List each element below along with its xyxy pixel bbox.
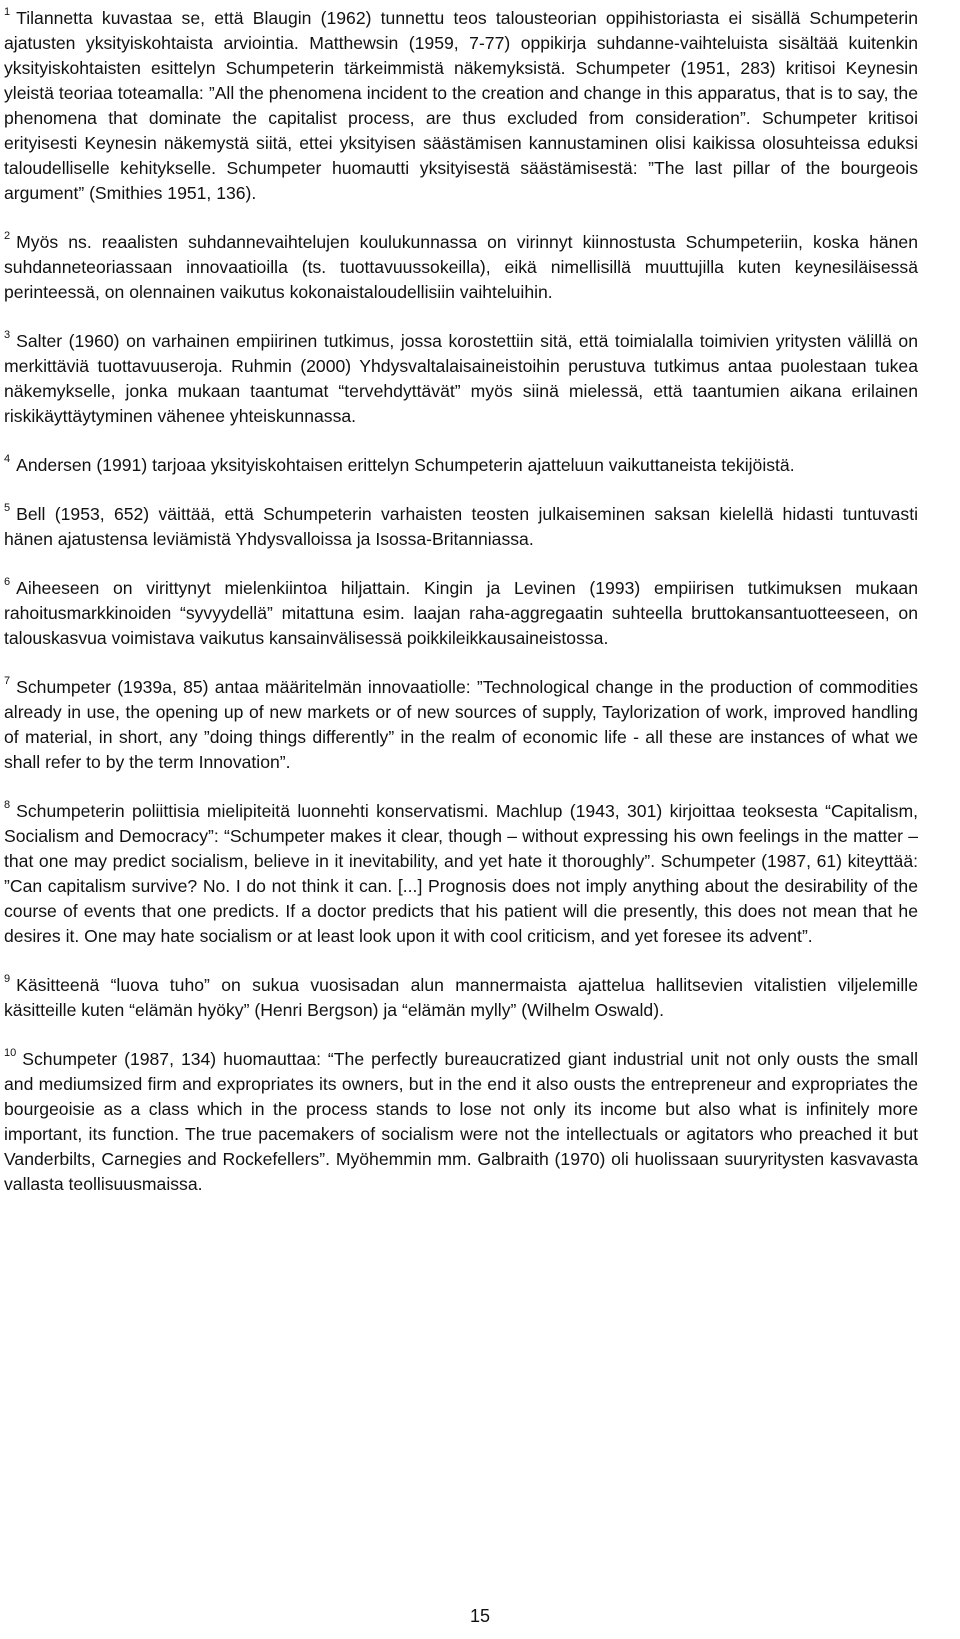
footnote-5 (4, 502, 918, 552)
footnote-number: 5 (4, 502, 11, 515)
footnote-10 (4, 1047, 918, 1197)
footnote-8 (4, 799, 918, 949)
footnote-4 (4, 453, 918, 478)
footnote-text: Myös ns. reaalisten suhdannevaihtelujen koulukunnassa on virinnyt kiinnostusta Schumpeteriin, koska hänen suhdanneteoriassaan innovaatioilla (ts. tuottavuussokeilla), eikä nimellisillä muuttujilla kuten keynesiläisessä perinteessä, on olennainen vaikutus kokonaistaloudellisiin vaihteluihin. (4, 232, 918, 302)
footnote-text: Schumpeter (1939a, 85) antaa määritelmän innovaatiolle: ”Technological change in the production of commodities already in use, the opening up of new markets or of new sources of supply, Taylorization of work, improved handling of material, in short, any ”doing things differently” in the realm of economic life - all these are instances of what we shall refer to by the term Innovation”. (4, 677, 918, 772)
footnote-2 (4, 230, 918, 305)
footnote-text: Schumpeter (1987, 134) huomauttaa: “The perfectly bureaucratized giant industrial unit not only ousts the small and mediumsized firm and expropriates its owners, but in the end it also ousts the entrepreneur and expropriates the bourgeoisie as a class which in the process stands to lose not only its income but also what is infinitely more important, its function. The true pacemakers of socialism were not the intellectuals or agitators who preached it but Vanderbilts, Carnegies and Rockefellers”. Myöhemmin mm. Galbraith (1970) oli huolissaan suuryritysten kasvavasta vallasta teollisuusmaissa. (4, 1049, 918, 1194)
footnote-6 (4, 576, 918, 651)
footnote-number: 7 (4, 675, 11, 688)
footnote-number: 4 (4, 453, 11, 466)
footnote-text: Tilannetta kuvastaa se, että Blaugin (1962) tunnettu teos talousteorian oppihistoriasta ei sisällä Schumpeterin ajatusten yksityiskohtaista arviointia. Matthewsin (1959, 7-77) oppikirja suhdanne-vaihteluista sisältää kuitenkin yksityiskohtaisten esittelyn Schumpeterin tärkeimmistä näkemyksistä. Schumpeter (1951, 283) kritisoi Keynesin yleistä teoriaa toteamalla: ”All the phenomena incident to the creation and change in this apparatus, that is to say, the phenomena that dominate the capitalist process, are thus excluded from consideration”. Schumpeter kritisoi erityisesti Keynesin näkemystä siitä, ettei yksityisen säästämisen kannustaminen olisi kaikissa olosuhteissa eduksi taloudelliselle kehitykselle. Schumpeter huomautti yksityisestä säästämisestä: ”The last pillar of the bourgeois argument” (Smithies 1951, 136). (4, 8, 918, 203)
footnote-number: 8 (4, 799, 11, 812)
footnote-text: Salter (1960) on varhainen empiirinen tutkimus, jossa korostettiin sitä, että toimialalla toimivien yritysten välillä on merkittäviä tuottavuuseroja. Ruhmin (2000) Yhdysvaltalaisaineistoihin perustuva tutkimus antaa puolestaan tukea näkemykselle, jonka mukaan taantumat “tervehdyttävät” myös siinä mielessä, että taantumien aikana erilainen riskikäyttäytyminen vähenee yhteiskunnassa. (4, 331, 918, 426)
footnote-text: Bell (1953, 652) väittää, että Schumpeterin varhaisten teosten julkaiseminen saksan kielellä hidasti tuntuvasti hänen ajatustensa leviämistä Yhdysvalloissa ja Isossa-Britanniassa. (4, 504, 918, 549)
footnotes-section (4, 6, 918, 1221)
footnote-text: Käsitteenä “luova tuho” on sukua vuosisadan alun mannermaista ajattelua hallitsevien vitalistien viljelemille käsitteille kuten “elämän hyöky” (Henri Bergson) ja “elämän mylly” (Wilhelm Oswald). (4, 975, 918, 1020)
footnote-number: 10 (4, 1047, 17, 1060)
footnote-number: 1 (4, 6, 11, 19)
footnote-number: 9 (4, 973, 11, 986)
footnote-1 (4, 6, 918, 206)
page-number: 15 (469, 1606, 491, 1626)
footnote-number: 2 (4, 230, 11, 243)
footnote-text: Aiheeseen on virittynyt mielenkiintoa hiljattain. Kingin ja Levinen (1993) empiirisen tutkimuksen mukaan rahoitusmarkkinoiden “syvyydellä” mitattuna esim. laajan raha-aggregaatin suhteella bruttokansantuotteeseen, on talouskasvua voimistava vaikutus kansainvälisessä poikkileikkausaineistossa. (4, 578, 918, 648)
footnote-text: Schumpeterin poliittisia mielipiteitä luonnehti konservatismi. Machlup (1943, 301) kirjoittaa teoksesta “Capitalism, Socialism and Democracy”: “Schumpeter makes it clear, though – without expressing his own feelings in the matter – that one may predict socialism, believe in it inevitability, and yet hate it thoroughly”. Schumpeter (1987, 61) kiteyttää: ”Can capitalism survive? No. I do not think it can. [...] Prognosis does not imply anything about the desirability of the course of events that one predicts. If a doctor predicts that his patient will die presently, this does not mean that he desires it. One may hate socialism or at least look upon it with cool criticism, and yet foresee its advent”. (4, 801, 918, 946)
footnote-9 (4, 973, 918, 1023)
footnote-3 (4, 329, 918, 429)
footnote-7 (4, 675, 918, 775)
footnote-number: 3 (4, 329, 11, 342)
footnote-number: 6 (4, 576, 11, 589)
footnote-text: Andersen (1991) tarjoaa yksityiskohtaisen erittelyn Schumpeterin ajatteluun vaikuttaneista tekijöistä. (16, 455, 795, 475)
